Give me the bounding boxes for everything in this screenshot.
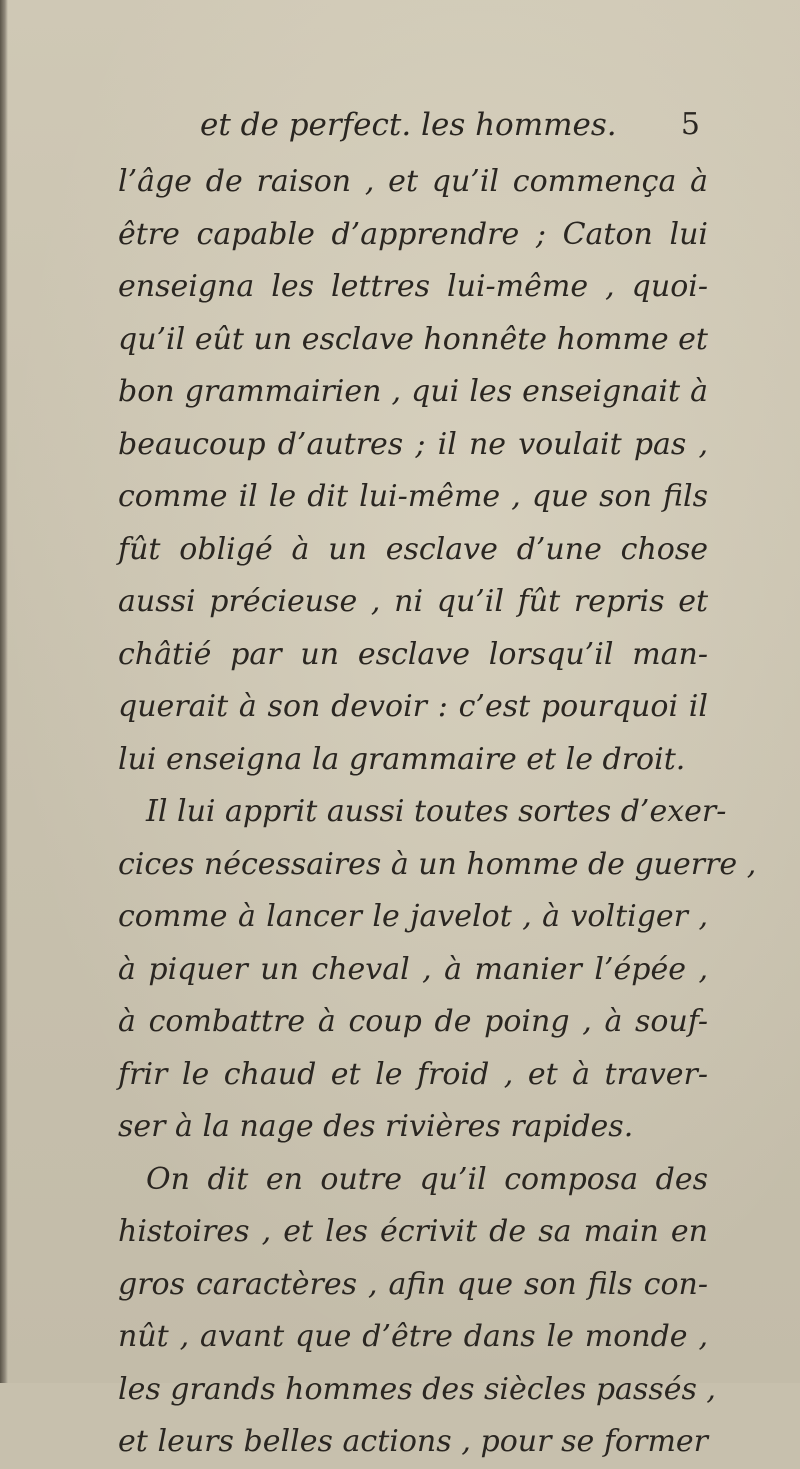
text-line: qu’il eût un esclave honnête homme et [118, 321, 708, 357]
text-line: histoires , et les écrivit de sa main en [118, 1214, 708, 1249]
running-head [200, 103, 700, 147]
page-number: 5 [680, 107, 700, 142]
text-line: aussi précieuse , ni qu’il fût repris et [118, 584, 708, 619]
text-line: l’âge de raison , et qu’il commença à [118, 164, 708, 199]
text-line: à piquer un cheval , à manier l’épée , [118, 951, 708, 987]
text-line: à combattre à coup de poing , à souf- [118, 1004, 708, 1039]
text-line: être capable d’apprendre ; Caton lui [118, 216, 708, 252]
text-line: nût , avant que d’être dans le monde , [118, 1319, 708, 1354]
text-line: cices nécessaires à un homme de guerre , [118, 846, 757, 882]
body-text [118, 156, 757, 1469]
text-line: On dit en outre qu’il composa des [146, 1161, 708, 1197]
text-line: enseigna les lettres lui-même , quoi- [118, 269, 708, 304]
text-line: comme il le dit lui-même , que son fils [118, 479, 708, 514]
text-line: frir le chaud et le froid , et à traver- [118, 1056, 708, 1092]
text-line: beaucoup d’autres ; il ne voulait pas , [118, 426, 708, 462]
text-line: comme à lancer le javelot , à voltiger , [118, 899, 708, 934]
text-line: et leurs belles actions , pour se former [118, 1424, 708, 1459]
text-line: bon grammairien , qui les enseignait à [118, 374, 708, 409]
text-line: lui enseigna la grammaire et le droit. [118, 741, 686, 777]
text-line: les grands hommes des siècles passés , [118, 1371, 716, 1407]
text-line: querait à son devoir : c’est pourquoi il [118, 689, 708, 724]
text-line: Il lui apprit aussi toutes sortes d’exer- [146, 794, 727, 829]
text-line: ser à la nage des rivières rapides. [118, 1109, 634, 1144]
text-line: châtié par un esclave lorsqu’il man- [118, 636, 708, 672]
page-edge-shadow [0, 0, 8, 1383]
text-line: gros caractères , afin que son fils con- [118, 1266, 708, 1302]
running-title: et de perfect. les hommes. [200, 107, 617, 143]
text-line: fût obligé à un esclave d’une chose [118, 531, 708, 567]
